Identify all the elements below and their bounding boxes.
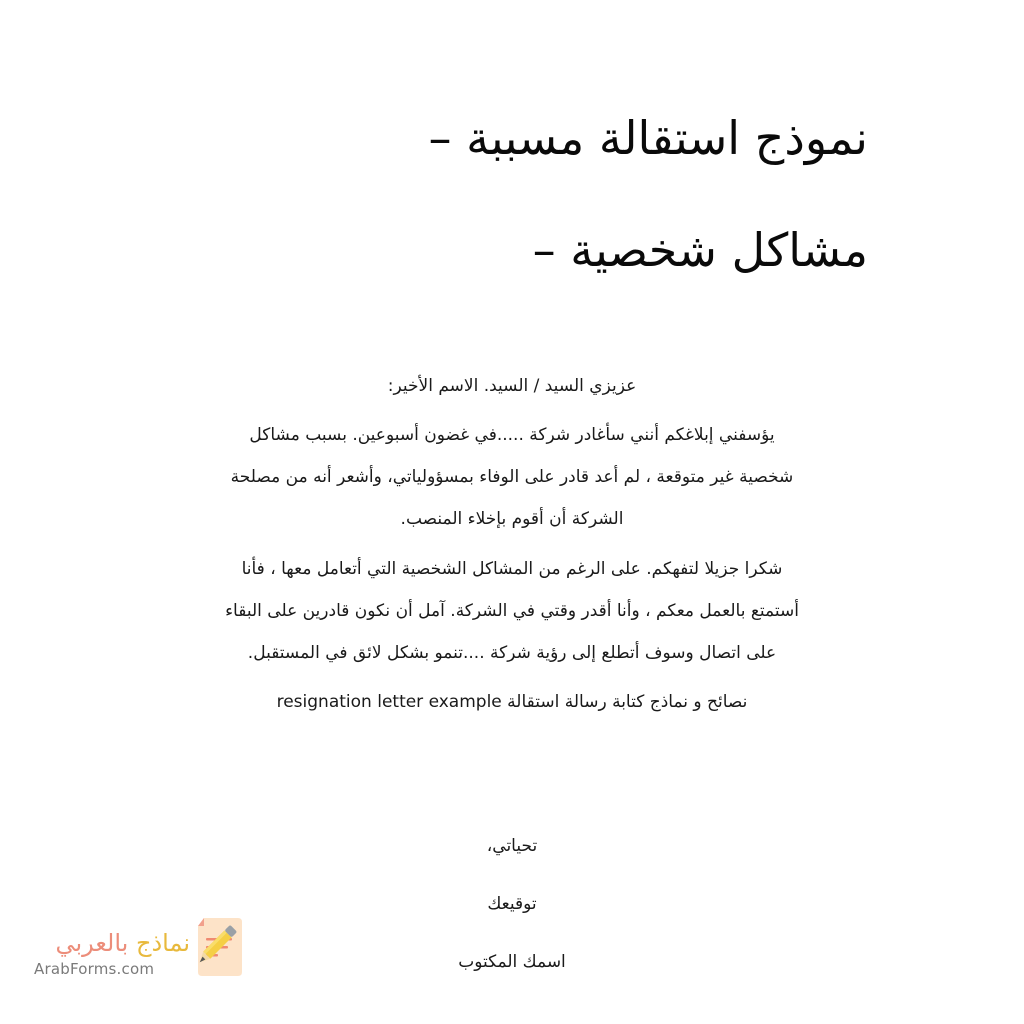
paragraph-2 [150,548,874,674]
title-line-2: مشاكل شخصية – [532,223,868,277]
paragraph-1-line: شخصية غير متوقعة ، لم أعد قادر على الوفاء بمسؤولياتي، وأشعر أنه من مصلحة [230,467,794,487]
greeting: عزيزي السيد / السيد. الاسم الأخير: [387,376,637,396]
document-title [168,82,868,306]
letter-body [150,366,874,722]
paragraph-1 [150,414,874,540]
tips-link[interactable]: نصائح و نماذج كتابة رسالة استقالة resignation letter example [276,692,748,712]
logo-word-namathej: نماذج [135,929,190,957]
paragraph-2-line: أستمتع بالعمل معكم ، وأنا أقدر وقتي في الشركة. آمل أن نكون قادرين على البقاء [225,601,799,621]
closing-typed-name: اسمك المكتوب [458,952,566,972]
logo-domain: ArabForms.com [34,960,155,978]
paragraph-1-line: الشركة أن أقوم بإخلاء المنصب. [400,509,624,529]
title-line-1: نموذج استقالة مسببة – [428,111,868,165]
logo-arabic-text [30,928,190,958]
document-pencil-icon [194,914,252,976]
paragraph-2-line: على اتصال وسوف أتطلع إلى رؤية شركة ....تنمو بشكل لائق في المستقبل. [247,643,777,663]
logo-word-bilarabi: بالعربي [55,929,129,957]
paragraph-1-line: يؤسفني إبلاغكم أنني سأغادر شركة .....في غضون أسبوعين. بسبب مشاكل [249,425,775,445]
closing-signature: توقيعك [487,894,537,914]
paragraph-2-line: شكرا جزيلا لتفهكم. على الرغم من المشاكل الشخصية التي أتعامل معها ، فأنا [241,559,783,579]
arabforms-logo[interactable] [30,914,250,984]
closing-regards: تحياتي، [486,836,538,856]
